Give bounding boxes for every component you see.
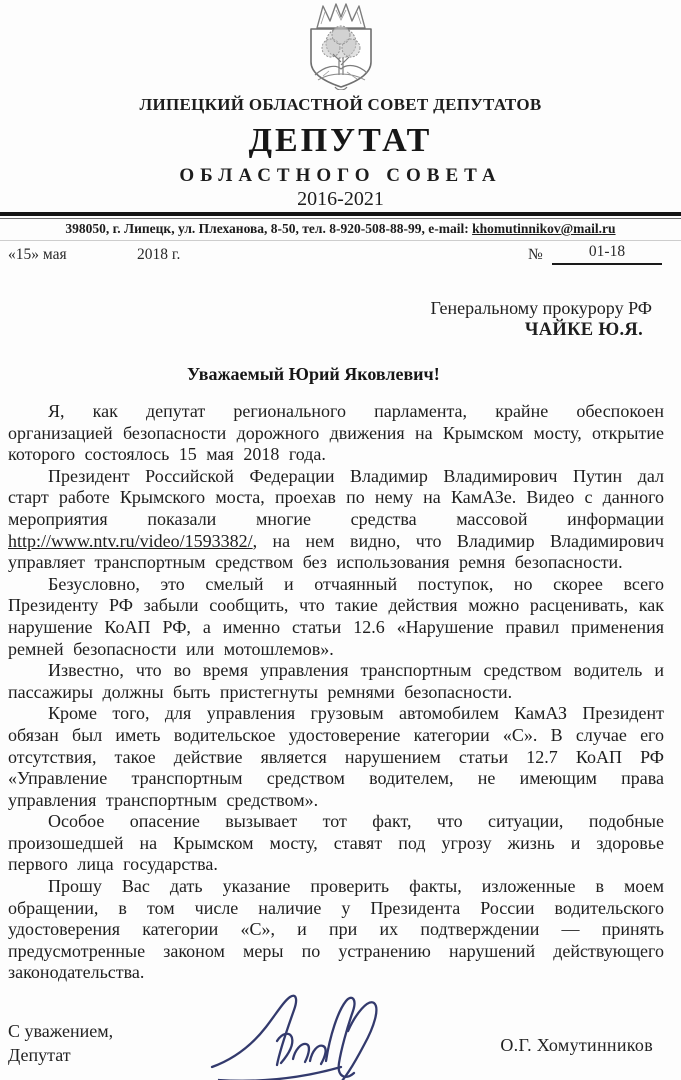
lipetsk-coat-of-arms-icon [291, 2, 391, 90]
signer-name: О.Г. Хомутинников [500, 1035, 653, 1055]
paragraph-5: Кроме того, для управления грузовым автомобилем КамАЗ Президент обязан был иметь водительское удостоверение категории «С». В случае его отсутствия, такое действие является нарушением статьи 12.7 КоАП РФ «Управление транспортным средством водителем, не имеющим права управления транспортным средством». [8, 703, 664, 810]
paragraph-2-text-after-link: , на нем видно, что Владимир Владимирович управляет транспортным средством без использования ремня безопасности. [8, 530, 664, 573]
closing-position-line: Депутат [8, 1045, 71, 1065]
contact-underline-rule [0, 240, 681, 241]
addressee-name: ЧАЙКЕ Ю.Я. [524, 319, 643, 340]
organization-name: ЛИПЕЦКИЙ ОБЛАСТНОЙ СОВЕТ ДЕПУТАТОВ [139, 95, 542, 114]
paragraph-7: Прошу Вас дать указание проверить факты, изложенные в моем обращении, в том числе наличие у Президента России водительского удостоверения категории «С», и при их подтверждении — принять предусмотренные законом меры по устранению нарушений действующего законодательства. [8, 876, 664, 983]
letterhead-role-title: ДЕПУТАТ [248, 122, 433, 159]
letter-number-sign: № [528, 246, 543, 263]
handwritten-signature-icon [206, 993, 401, 1080]
contact-address-phone: 398050, г. Липецк, ул. Плеханова, 8-50, тел. 8-920-508-88-99, e-mail: [65, 221, 473, 236]
paragraph-4: Известно, что во время управления транспортным средством водитель и пассажиры должны быть пристегнуты ремнями безопасности. [8, 660, 664, 702]
contact-email: khomutinnikov@mail.ru [472, 221, 616, 236]
letterhead-role-subtitle: ОБЛАСТНОГО СОВЕТА [179, 165, 502, 186]
letter-number-value: 01-18 [552, 243, 662, 265]
paragraph-1: Я, как депутат регионального парламента, крайне обеспокоен организацией безопасности дорожного движения на Крымском мосту, открытие которого состоялось 15 мая 2018 года. [8, 401, 664, 465]
addressee-block [402, 298, 652, 341]
paragraph-2 [8, 466, 664, 574]
paragraph-3: Безусловно, это смелый и отчаянный поступок, но скорее всего Президенту РФ забыли сообщить, что такие действия можно расценивать, как нарушение КоАП РФ, а именно статьи 12.6 «Нарушение правил применения ремней безопасности или мотошлемов». [8, 573, 664, 659]
contact-line [0, 221, 681, 237]
closing-respect-line: С уважением, [8, 1021, 114, 1041]
letter-body [8, 401, 664, 984]
paragraph-2-text-before-link: Президент Российской Федерации Владимир Владимирович Путин дал старт работе Крымского моста, проехав по нему на КамАЗе. Видео с данного мероприятия показали многие средства массовой информации [8, 465, 664, 529]
video-url-link: http://www.ntv.ru/video/1593382/ [8, 530, 253, 551]
salutation: Уважаемый Юрий Яковлевич! [187, 364, 440, 384]
addressee-title: Генеральному прокурору РФ [430, 298, 652, 318]
letterhead-divider-thick [0, 212, 681, 216]
paragraph-6: Особое опасение вызывает тот факт, что ситуации, подобные произошедшей на Крымском мосту, ставят под угрозу жизнь и здоровье первого лица государства. [8, 811, 664, 875]
letterhead-divider-thin [0, 218, 681, 219]
letter-date-year: 2018 г. [137, 246, 181, 263]
letter-date-day: «15» мая [8, 246, 67, 263]
council-term-years: 2016-2021 [297, 188, 384, 210]
